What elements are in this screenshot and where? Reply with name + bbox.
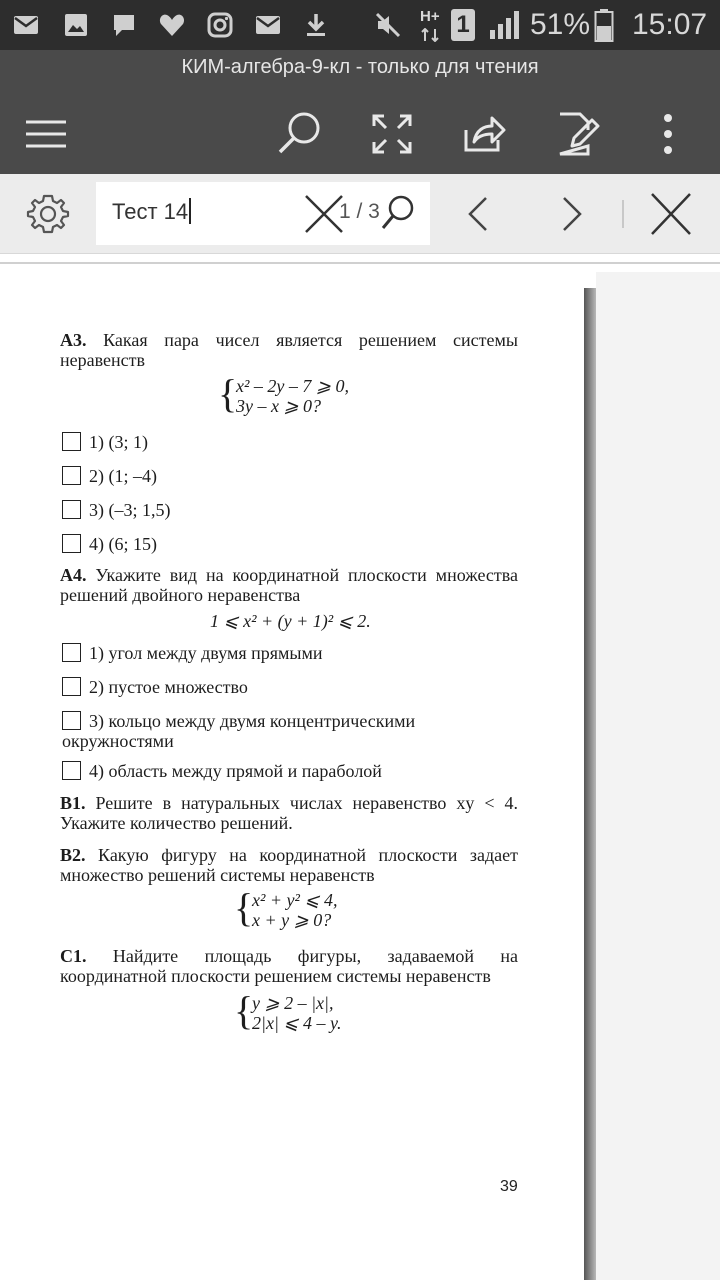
network-type-label: H+ (420, 8, 440, 25)
checkbox[interactable] (62, 500, 81, 519)
answer-option[interactable] (62, 761, 382, 781)
question-b1 (60, 793, 518, 833)
close-find-button[interactable] (648, 192, 694, 236)
mail-icon (12, 11, 40, 39)
image-icon (62, 11, 90, 39)
settings-icon[interactable] (24, 190, 72, 238)
checkbox[interactable] (62, 711, 81, 730)
system-line: 3y – x ⩾ 0? (236, 396, 322, 416)
question-label: А3. (60, 330, 87, 350)
instagram-icon (206, 11, 234, 39)
question-text: Найдите площадь фигуры, задаваемой на координатной плоскости решением системы неравенств (60, 946, 518, 986)
clear-search-button[interactable] (302, 194, 346, 234)
next-page-area (596, 272, 720, 1280)
mute-icon (374, 11, 402, 39)
search-query-text: Тест 14 (112, 199, 189, 224)
question-text: Какая пара чисел является решением системы неравенств (60, 330, 518, 370)
clock: 15:07 (632, 8, 708, 41)
option-text: 2) (1; –4) (89, 466, 157, 486)
question-text: Решите в натуральных числах неравенство xy < 4. Укажите количество решений. (60, 793, 518, 833)
menu-button[interactable] (18, 106, 74, 162)
question-label: С1. (60, 946, 87, 966)
status-bar (0, 0, 720, 50)
share-button[interactable] (456, 106, 512, 162)
answer-option[interactable] (62, 711, 518, 751)
document-title: КИМ-алгебра-9-кл - только для чтения (181, 56, 539, 78)
answer-option[interactable] (62, 432, 148, 452)
option-text: 4) (6; 15) (89, 534, 157, 554)
question-text: Какую фигуру на координатной плоскости задает множество решений системы неравенств (60, 845, 519, 885)
match-count: 1 / 3 (339, 200, 380, 223)
checkbox[interactable] (62, 761, 81, 780)
heart-icon (158, 11, 186, 39)
app-bar (0, 50, 720, 174)
sim-slot-badge (451, 9, 475, 41)
option-text: 3) кольцо между двумя концентрическими окружностями (62, 711, 416, 751)
sim-slot-label: 1 (456, 11, 470, 38)
previous-match-button[interactable] (462, 194, 494, 234)
download-icon (302, 11, 330, 39)
question-label: В2. (60, 845, 86, 865)
system-b2: { x² + y² ⩽ 4, x + y ⩾ 0? (234, 885, 338, 930)
battery-percent: 51% (530, 8, 591, 41)
formula-a4: 1 ⩽ x² + (y + 1)² ⩽ 2. (210, 611, 371, 631)
checkbox[interactable] (62, 677, 81, 696)
question-text: Укажите вид на координатной плоскости множества решений двойного неравенства (60, 565, 518, 605)
checkbox[interactable] (62, 432, 81, 451)
chat-icon (110, 11, 138, 39)
answer-option[interactable] (62, 466, 157, 486)
fullscreen-button[interactable] (364, 106, 420, 162)
option-text: 1) угол между двумя прямыми (89, 643, 323, 663)
question-label: А4. (60, 565, 87, 585)
option-text: 4) область между прямой и параболой (89, 761, 382, 781)
divider (0, 262, 720, 264)
more-options-button[interactable] (640, 106, 696, 162)
system-line: x² + y² ⩽ 4, (252, 890, 338, 910)
find-bar (0, 174, 720, 254)
question-label: В1. (60, 793, 86, 813)
system-line: x² – 2y – 7 ⩾ 0, (236, 376, 349, 396)
page-edge-shadow (584, 288, 596, 1280)
search-button[interactable] (272, 106, 328, 162)
battery-icon (594, 9, 614, 43)
edit-button[interactable] (548, 106, 604, 162)
system-line: y ⩾ 2 – |x|, (252, 993, 334, 1013)
answer-option[interactable] (62, 677, 248, 697)
option-text: 1) (3; 1) (89, 432, 148, 452)
search-input[interactable] (112, 198, 191, 225)
answer-option[interactable] (62, 534, 157, 554)
system-a3: { x² – 2y – 7 ⩾ 0, 3y – x ⩾ 0? (218, 371, 349, 416)
checkbox[interactable] (62, 643, 81, 662)
checkbox[interactable] (62, 466, 81, 485)
toolbar-divider (622, 200, 624, 228)
question-a4 (60, 565, 518, 605)
next-match-button[interactable] (556, 194, 588, 234)
system-c1: { y ⩾ 2 – |x|, 2|x| ⩽ 4 – y. (234, 988, 342, 1033)
mail-icon (254, 11, 282, 39)
network-icon (420, 28, 440, 42)
system-line: x + y ⩾ 0? (252, 910, 332, 930)
page-number: 39 (500, 1178, 518, 1195)
question-b2 (60, 845, 518, 885)
system-line: 2|x| ⩽ 4 – y. (252, 1013, 342, 1033)
question-c1 (60, 946, 518, 986)
answer-option[interactable] (62, 643, 323, 663)
search-field[interactable] (96, 182, 430, 245)
signal-icon (488, 10, 520, 40)
checkbox[interactable] (62, 534, 81, 553)
question-a3 (60, 330, 518, 370)
option-text: 3) (–3; 1,5) (89, 500, 171, 520)
answer-option[interactable] (62, 500, 170, 520)
option-text: 2) пустое множество (89, 677, 248, 697)
search-submit-button[interactable] (380, 194, 416, 232)
